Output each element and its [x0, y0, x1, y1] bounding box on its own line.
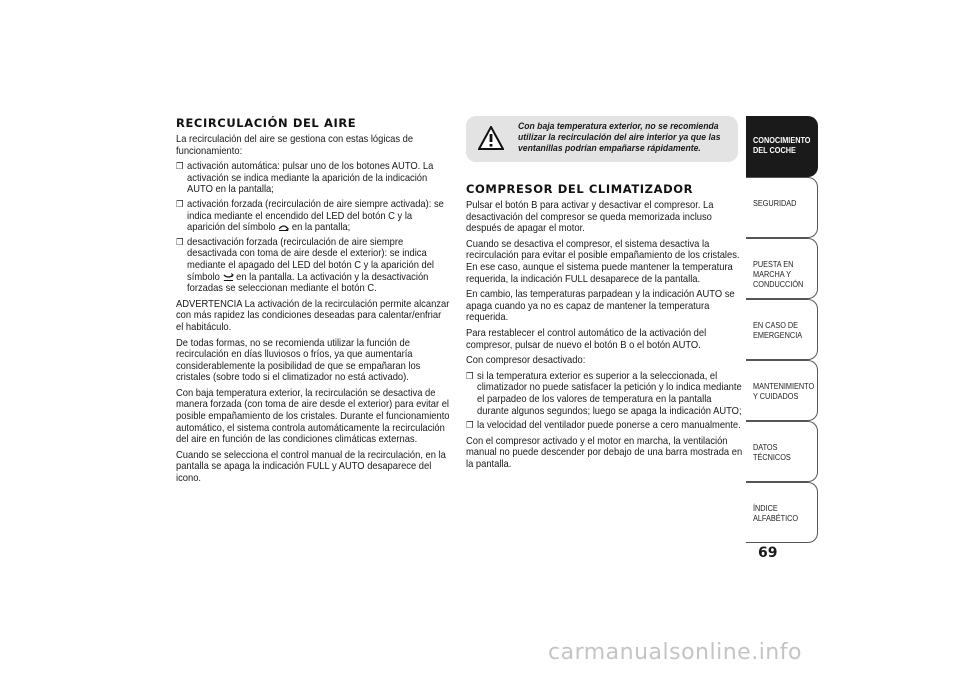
tab-seguridad[interactable]: SEGURIDAD — [746, 177, 818, 238]
tab-conocimiento-del-coche[interactable]: CONOCIMIENTO DEL COCHE — [746, 116, 818, 177]
tab-indice-alfabetico[interactable]: ÍNDICE ALFABÉTICO — [746, 482, 818, 543]
bullet-icon: ❒ — [176, 236, 184, 247]
body-paragraph: Cuando se desactiva el compresor, el sistema desactiva la recirculación para evitar el posible empañamiento de los cristales. En ese caso, aunque el sistema puede mantener la temperatura requerida, la indicación FULL desaparece de la pantalla. — [466, 238, 740, 285]
outside-air-icon — [222, 272, 233, 281]
body-paragraph: En cambio, las temperaturas parpadean y la indicación AUTO se apaga cuando ya no es capaz de mantener la temperatura requerida. — [466, 289, 735, 324]
tab-puesta-en-marcha[interactable]: PUESTA EN MARCHA Y CONDUCCIÓN — [746, 238, 818, 299]
intro-paragraph: La recirculación del aire se gestiona con estas lógicas de funcionamiento: — [176, 134, 414, 157]
chapter-tabs — [746, 116, 818, 543]
warning-box — [466, 116, 738, 162]
body-paragraph: Pulsar el botón B para activar y desactivar el compresor. La desactivación del compresor se queda memorizada incluso después de apagar el motor. — [466, 200, 714, 235]
tab-datos-tecnicos[interactable]: DATOS TÉCNICOS — [746, 421, 818, 482]
list-item: ❒ si la temperatura exterior es superior a la seleccionada, el climatizador no puede satisfacer la petición y lo indica mediante el parpadeo de los valores de temperatura en la pantalla durante algunos segundos; luego se apaga la indicación AUTO; — [466, 370, 742, 417]
bullet-icon: ❒ — [176, 198, 184, 209]
section-heading-recirculation: RECIRCULACIÓN DEL AIRE — [176, 116, 357, 130]
body-paragraph: Con compresor desactivado: — [466, 355, 586, 367]
page-number: 69 — [758, 545, 778, 561]
body-paragraph: ADVERTENCIA La activación de la recirculación permite alcanzar con más rapidez las condiciones deseadas para calentar/enfriar el habitáculo. — [176, 298, 450, 333]
compressor-list — [466, 371, 744, 432]
list-item: ❒ desactivación forzada (recirculación de aire siempre desactivada con toma de aire desde el exterior): se indica mediante el apagado del LED del botón C y la aparición del símbolo en la pantalla. La activación y la desactivación forzadas se seleccionan mediante el botón C. — [176, 236, 435, 295]
list-item: ❒ activación automática: pulsar uno de los botones AUTO. La activación se indica mediante la aparición de la indicación AUTO en la pantalla; — [176, 161, 434, 196]
tab-en-caso-de-emergencia[interactable]: EN CASO DE EMERGENCIA — [746, 299, 818, 360]
list-item: ❒ activación forzada (recirculación de aire siempre activada): se indica mediante el encendido del LED del botón C y la aparición del símbolo en la pantalla; — [176, 198, 444, 234]
bullet-icon: ❒ — [466, 370, 474, 381]
body-paragraph: Para restablecer el control automático de la activación del compresor, pulsar de nuevo el botón B o el botón AUTO. — [466, 327, 707, 351]
list-item: ❒ la velocidad del ventilador puede ponerse a cero manualmente. — [466, 420, 741, 432]
section-heading-compressor: COMPRESOR DEL CLIMATIZADOR — [466, 182, 694, 196]
left-column — [176, 116, 450, 489]
watermark: carmanualsonline.info — [548, 640, 802, 665]
warning-text: Con baja temperatura exterior, no se recomienda utilizar la recirculación del aire interior ya que las ventanillas podrían empañarse rápidamente. — [518, 121, 721, 154]
bullet-icon: ❒ — [176, 161, 184, 172]
body-paragraph: Con baja temperatura exterior, la recirculación se desactiva de manera forzada (con toma de aire desde el exterior) para evitar el posible empañamiento de los cristales. Durante el funcionamiento automático, el sistema controla automáticamente la recirculación del aire en función de las condiciones climáticas externas. — [176, 387, 450, 446]
recirculation-icon — [278, 222, 289, 231]
tab-mantenimiento[interactable]: MANTENIMIENTO Y CUIDADOS — [746, 360, 818, 421]
body-paragraph: Cuando se selecciona el control manual de la recirculación, en la pantalla se apaga la indicación FULL y AUTO desaparece del icono. — [176, 449, 446, 485]
body-paragraph: Con el compresor activado y el motor en marcha, la ventilación manual no puede descender por debajo de una barra mostrada en la pantalla. — [466, 435, 743, 470]
bullet-icon: ❒ — [466, 420, 474, 431]
recirculation-list — [176, 161, 450, 295]
warning-triangle-icon — [478, 126, 504, 150]
body-paragraph: De todas formas, no se recomienda utilizar la función de recirculación en días lluviosos o fríos, ya que aumentaría considerablemente la posibilidad de que se empañaran los cristales (sobre todo si el climatizador no está activado). — [176, 337, 421, 384]
right-column — [466, 182, 744, 474]
